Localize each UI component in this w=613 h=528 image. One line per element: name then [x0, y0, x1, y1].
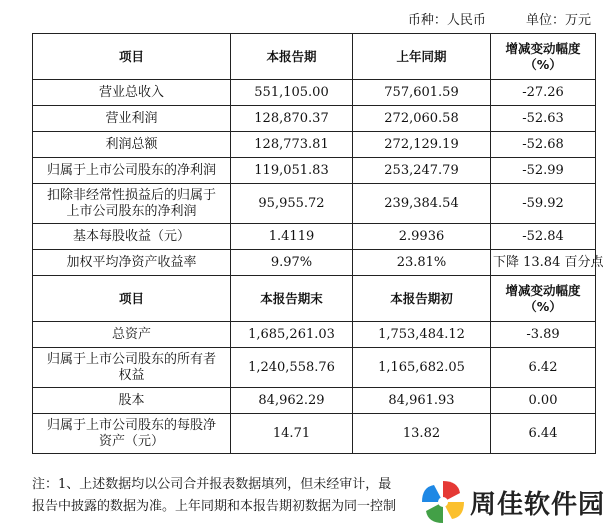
table-row: [33, 106, 596, 132]
cell-value: -27.26: [491, 80, 596, 106]
cell-value: 95,955.72: [231, 184, 353, 224]
column-header: 项目: [33, 276, 231, 322]
cell-value: 84,961.93: [353, 388, 491, 414]
cell-value: 757,601.59: [353, 80, 491, 106]
row-label: 股本: [33, 388, 231, 414]
table-row: [33, 250, 596, 276]
table-row: [33, 184, 596, 224]
cell-value: 1.4119: [231, 224, 353, 250]
watermark: [420, 476, 613, 528]
column-header: 增减变动幅度 （%）: [491, 34, 596, 80]
cell-value: 272,129.19: [353, 132, 491, 158]
cell-value: 6.42: [491, 348, 596, 388]
cell-value: 14.71: [231, 414, 353, 454]
table-header-row: [33, 276, 596, 322]
table-row: [33, 224, 596, 250]
cell-value: -52.99: [491, 158, 596, 184]
cell-value: -52.68: [491, 132, 596, 158]
cell-value: 下降 13.84 百分点: [491, 250, 596, 276]
cell-value: -3.89: [491, 322, 596, 348]
table-row: [33, 348, 596, 388]
table-row: [33, 132, 596, 158]
currency-label: 币种：人民币: [407, 13, 486, 28]
currency-unit-line: [0, 9, 613, 28]
cell-value: 84,962.29: [231, 388, 353, 414]
column-header: 增减变动幅度 （%）: [491, 276, 596, 322]
row-label: 加权平均净资产收益率: [33, 250, 231, 276]
footnote-line-2: 报告中披露的数据为准。上年同期和本报告期初数据为同一控制: [32, 499, 397, 514]
table-row: [33, 414, 596, 454]
cell-value: 1,165,682.05: [353, 348, 491, 388]
cell-value: 2.9936: [353, 224, 491, 250]
row-label: 利润总额: [33, 132, 231, 158]
column-header: 本报告期初: [353, 276, 491, 322]
cell-value: 1,685,261.03: [231, 322, 353, 348]
pinwheel-logo-icon: [420, 479, 466, 525]
cell-value: 272,060.58: [353, 106, 491, 132]
cell-value: 1,240,558.76: [231, 348, 353, 388]
cell-value: 128,870.37: [231, 106, 353, 132]
financial-summary-table: [32, 33, 604, 454]
unit-label: 单位：万元: [525, 13, 591, 28]
row-label: 营业利润: [33, 106, 231, 132]
table-row: [33, 158, 596, 184]
cell-value: 13.82: [353, 414, 491, 454]
cell-value: -52.63: [491, 106, 596, 132]
column-header: 上年同期: [353, 34, 491, 80]
row-label: 扣除非经常性损益后的归属于 上市公司股东的净利润: [33, 184, 231, 224]
cell-value: 0.00: [491, 388, 596, 414]
cell-value: 253,247.79: [353, 158, 491, 184]
cell-value: -52.84: [491, 224, 596, 250]
cell-value: 6.44: [491, 414, 596, 454]
column-header: 项目: [33, 34, 231, 80]
column-header: 本报告期末: [231, 276, 353, 322]
table-row: [33, 80, 596, 106]
table-row: [33, 322, 596, 348]
cell-value: -59.92: [491, 184, 596, 224]
cell-value: 119,051.83: [231, 158, 353, 184]
row-label: 归属于上市公司股东的净利润: [33, 158, 231, 184]
column-header: 本报告期: [231, 34, 353, 80]
table-header-row: [33, 34, 596, 80]
table-row: [33, 388, 596, 414]
row-label: 归属于上市公司股东的所有者 权益: [33, 348, 231, 388]
footnote-line-1: 注：1、上述数据均以公司合并报表数据填列，但未经审计，最: [32, 477, 392, 492]
cell-value: 551,105.00: [231, 80, 353, 106]
cell-value: 239,384.54: [353, 184, 491, 224]
row-label: 营业总收入: [33, 80, 231, 106]
cell-value: 1,753,484.12: [353, 322, 491, 348]
watermark-text: 周佳软件园: [470, 489, 606, 520]
cell-value: 23.81%: [353, 250, 491, 276]
cell-value: 9.97%: [231, 250, 353, 276]
row-label: 归属于上市公司股东的每股净 资产（元）: [33, 414, 231, 454]
cell-value: 128,773.81: [231, 132, 353, 158]
row-label: 基本每股收益（元）: [33, 224, 231, 250]
row-label: 总资产: [33, 322, 231, 348]
